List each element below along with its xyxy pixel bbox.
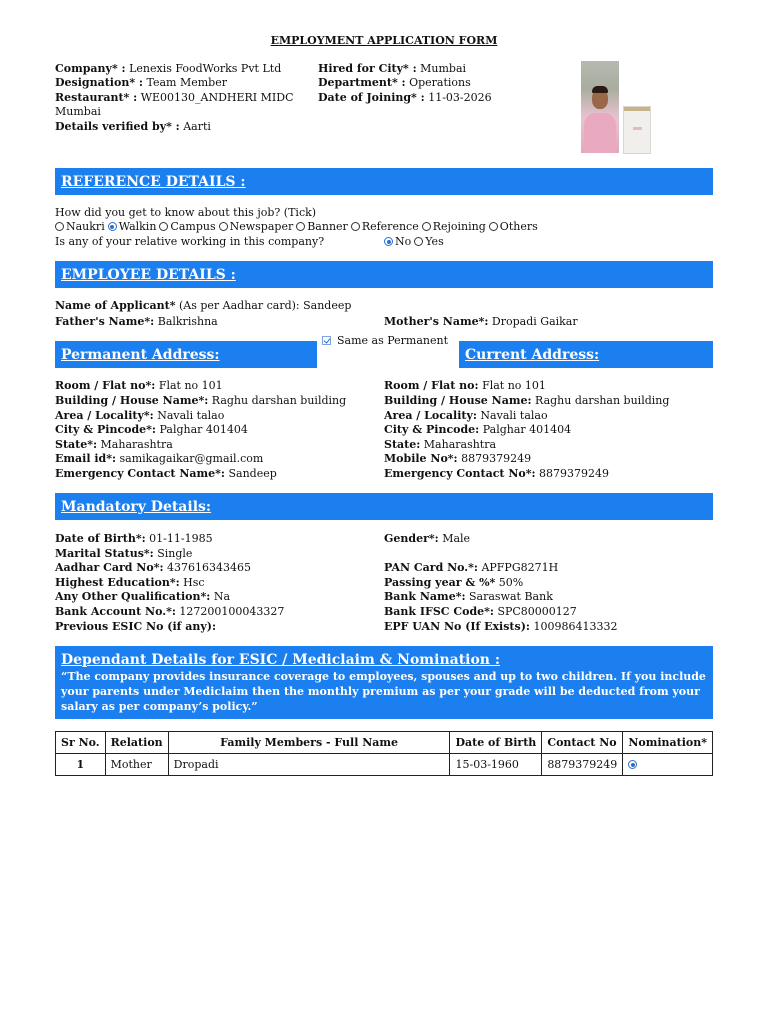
curr-area-label: Area / Locality: xyxy=(384,409,477,422)
education-row xyxy=(55,576,205,590)
doj-value: 11-03-2026 xyxy=(428,91,492,104)
designation-label: Designation* : xyxy=(55,76,143,89)
bank-name-value: Saraswat Bank xyxy=(469,590,553,603)
perm-email-value: samikagaikar@gmail.com xyxy=(119,452,264,465)
verified-row xyxy=(55,120,211,134)
mother-label: Mother's Name*: xyxy=(384,315,489,328)
city-value: Mumbai xyxy=(420,62,467,75)
curr-room-value: Flat no 101 xyxy=(482,379,546,392)
designation-value: Team Member xyxy=(146,76,227,89)
reference-option-label: Naukri xyxy=(66,220,105,233)
reference-options xyxy=(55,220,541,234)
applicant-photo xyxy=(581,61,619,153)
row-name: Dropadi xyxy=(168,754,450,776)
restaurant-label: Restaurant* : xyxy=(55,91,138,104)
perm-area-row xyxy=(55,409,224,423)
reference-radio[interactable] xyxy=(108,222,117,231)
esic-row xyxy=(55,620,216,634)
col-dob: Date of Birth xyxy=(450,732,542,754)
applicant-value: Sandeep xyxy=(303,299,352,312)
row-relation: Mother xyxy=(105,754,168,776)
mandatory-heading: Mandatory Details: xyxy=(55,493,713,520)
esic-label: Previous ESIC No (if any): xyxy=(55,620,216,633)
other-qual-value: Na xyxy=(213,590,231,603)
curr-emergency-no-row xyxy=(384,467,609,481)
curr-room-row xyxy=(384,379,546,393)
reference-option-rejoining[interactable] xyxy=(422,220,486,233)
relative-option-label: Yes xyxy=(425,235,444,248)
applicant-note: (As per Aadhar card): xyxy=(175,299,304,312)
gender-row xyxy=(384,532,470,546)
perm-email-row xyxy=(55,452,263,466)
bank-acc-label: Bank Account No.*: xyxy=(55,605,176,618)
reference-radio[interactable] xyxy=(55,222,64,231)
policy-line: salary as per company’s policy.” xyxy=(61,700,258,713)
table-row xyxy=(56,754,713,776)
perm-room-row xyxy=(55,379,223,393)
policy-line: your parents under Mediclaim then the monthly premium as per your grade will be deducted from your xyxy=(61,685,700,698)
bank-acc-value: 127200100043327 xyxy=(179,605,285,618)
reference-option-label: Banner xyxy=(307,220,348,233)
employee-heading: EMPLOYEE DETAILS : xyxy=(55,261,713,288)
perm-emergency-name-value: Sandeep xyxy=(228,467,277,480)
reference-option-label: Reference xyxy=(361,220,419,233)
row-sr: 1 xyxy=(56,754,106,776)
restaurant-value: WE00130_ANDHERI MIDC xyxy=(140,91,294,104)
mother-row xyxy=(384,315,578,329)
gender-value: Male xyxy=(442,532,471,545)
doj-row xyxy=(318,91,492,105)
pan-value: APFPG8271H xyxy=(481,561,559,574)
passing-value: 50% xyxy=(498,576,524,589)
dependant-table xyxy=(55,731,713,776)
dob-row xyxy=(55,532,213,546)
father-label: Father's Name*: xyxy=(55,315,155,328)
father-value: Balkrishna xyxy=(157,315,218,328)
gender-label: Gender*: xyxy=(384,532,439,545)
perm-email-label: Email id*: xyxy=(55,452,117,465)
perm-area-label: Area / Locality*: xyxy=(55,409,154,422)
col-nomination: Nomination* xyxy=(623,732,713,754)
relative-option-yes[interactable] xyxy=(414,235,443,248)
perm-room-value: Flat no 101 xyxy=(158,379,223,392)
col-sr: Sr No. xyxy=(56,732,106,754)
other-qual-row xyxy=(55,590,230,604)
bank-name-label: Bank Name*: xyxy=(384,590,466,603)
verified-label: Details verified by* : xyxy=(55,120,180,133)
pan-label: PAN Card No.*: xyxy=(384,561,478,574)
curr-area-value: Navali talao xyxy=(480,409,548,422)
company-label: Company* : xyxy=(55,62,126,75)
curr-room-label: Room / Flat no: xyxy=(384,379,479,392)
col-contact: Contact No xyxy=(542,732,623,754)
reference-radio[interactable] xyxy=(159,222,168,231)
father-row xyxy=(55,315,218,329)
curr-building-label: Building / House Name: xyxy=(384,394,532,407)
curr-state-row xyxy=(384,438,496,452)
perm-emergency-name-label: Emergency Contact Name*: xyxy=(55,467,225,480)
education-value: Hsc xyxy=(183,576,205,589)
relative-radio[interactable] xyxy=(414,237,423,246)
education-label: Highest Education*: xyxy=(55,576,180,589)
reference-option-walkin[interactable] xyxy=(108,220,157,233)
form-title: EMPLOYMENT APPLICATION FORM xyxy=(270,34,498,47)
city-label: Hired for City* : xyxy=(318,62,417,75)
mother-value: Dropadi Gaikar xyxy=(491,315,578,328)
aadhar-value: 437616343465 xyxy=(167,561,251,574)
curr-city-value: Palghar 401404 xyxy=(482,423,572,436)
curr-city-row xyxy=(384,423,571,437)
document-photo xyxy=(623,106,651,154)
dependant-section xyxy=(55,646,713,719)
same-as-permanent[interactable] xyxy=(322,334,448,348)
curr-mobile-row xyxy=(384,452,531,466)
nomination-radio[interactable] xyxy=(628,760,637,769)
row-contact: 8879379249 xyxy=(542,754,623,776)
curr-building-row xyxy=(384,394,669,408)
bank-name-row xyxy=(384,590,553,604)
ifsc-value: SPC80000127 xyxy=(497,605,577,618)
reference-option-label: Rejoining xyxy=(432,220,486,233)
restaurant-line2: Mumbai xyxy=(55,105,101,118)
reference-radio[interactable] xyxy=(422,222,431,231)
doj-label: Date of Joining* : xyxy=(318,91,425,104)
company-value: Lenexis FoodWorks Pvt Ltd xyxy=(129,62,282,75)
reference-option-reference[interactable] xyxy=(351,220,419,233)
reference-heading: REFERENCE DETAILS : xyxy=(55,168,713,195)
col-name: Family Members - Full Name xyxy=(168,732,450,754)
applicant-label: Name of Applicant* xyxy=(55,299,176,312)
dependant-policy xyxy=(61,669,707,714)
perm-state-row xyxy=(55,438,173,452)
curr-emergency-no-label: Emergency Contact No*: xyxy=(384,467,536,480)
aadhar-row xyxy=(55,561,251,575)
department-label: Department* : xyxy=(318,76,406,89)
policy-line: “The company provides insurance coverage to employees, spouses and up to two children. If you include xyxy=(61,670,706,683)
perm-building-label: Building / House Name*: xyxy=(55,394,209,407)
perm-area-value: Navali talao xyxy=(157,409,225,422)
city-row xyxy=(318,62,466,76)
passing-label: Passing year & %* xyxy=(384,576,496,589)
company-row xyxy=(55,62,281,76)
reference-option-naukri[interactable] xyxy=(55,220,105,233)
perm-emergency-name-row xyxy=(55,467,277,481)
designation-row xyxy=(55,76,227,90)
curr-city-label: City & Pincode: xyxy=(384,423,480,436)
reference-question: How did you get to know about this job? (Tick) xyxy=(55,206,317,219)
reference-option-label: Newspaper xyxy=(229,220,294,233)
reference-option-others[interactable] xyxy=(489,220,538,233)
relative-question: Is any of your relative working in this company? xyxy=(55,235,325,248)
curr-mobile-value: 8879379249 xyxy=(461,452,532,465)
row-nomination[interactable] xyxy=(623,754,713,776)
curr-state-label: State: xyxy=(384,438,421,451)
epf-value: 100986413332 xyxy=(533,620,618,633)
curr-building-value: Raghu darshan building xyxy=(535,394,670,407)
col-relation: Relation xyxy=(105,732,168,754)
relative-option-no[interactable] xyxy=(384,235,411,248)
perm-city-row xyxy=(55,423,248,437)
passing-row xyxy=(384,576,523,590)
ifsc-label: Bank IFSC Code*: xyxy=(384,605,494,618)
dob-value: 01-11-1985 xyxy=(149,532,213,545)
pan-row xyxy=(384,561,558,575)
marital-row xyxy=(55,547,192,561)
ifsc-row xyxy=(384,605,577,619)
epf-row xyxy=(384,620,617,634)
marital-label: Marital Status*: xyxy=(55,547,154,560)
reference-option-label: Campus xyxy=(170,220,216,233)
row-dob: 15-03-1960 xyxy=(450,754,542,776)
dob-label: Date of Birth*: xyxy=(55,532,146,545)
curr-emergency-no-value: 8879379249 xyxy=(539,467,610,480)
table-header-row xyxy=(56,732,713,754)
curr-state-value: Maharashtra xyxy=(423,438,497,451)
perm-state-value: Maharashtra xyxy=(100,438,173,451)
same-as-permanent-label: Same as Permanent xyxy=(337,334,448,347)
permanent-address-heading: Permanent Address: xyxy=(55,341,317,368)
restaurant-row xyxy=(55,91,294,105)
relative-radio[interactable] xyxy=(384,237,393,246)
perm-building-row xyxy=(55,394,346,408)
reference-radio[interactable] xyxy=(219,222,228,231)
relative-options xyxy=(384,235,447,249)
perm-room-label: Room / Flat no*: xyxy=(55,379,156,392)
relative-option-label: No xyxy=(395,235,412,248)
reference-option-label: Others xyxy=(499,220,538,233)
reference-option-label: Walkin xyxy=(118,220,157,233)
verified-value: Aarti xyxy=(183,120,211,133)
marital-value: Single xyxy=(157,547,193,560)
reference-radio[interactable] xyxy=(489,222,498,231)
perm-city-value: Palghar 401404 xyxy=(159,423,248,436)
other-qual-label: Any Other Qualification*: xyxy=(55,590,211,603)
perm-building-value: Raghu darshan building xyxy=(211,394,347,407)
aadhar-label: Aadhar Card No*: xyxy=(55,561,164,574)
bank-acc-row xyxy=(55,605,284,619)
reference-option-banner[interactable] xyxy=(296,220,348,233)
perm-city-label: City & Pincode*: xyxy=(55,423,156,436)
reference-option-newspaper[interactable] xyxy=(219,220,294,233)
department-row xyxy=(318,76,471,90)
current-address-heading: Current Address: xyxy=(459,341,713,368)
reference-radio[interactable] xyxy=(296,222,305,231)
epf-label: EPF UAN No (If Exists): xyxy=(384,620,530,633)
applicant-row xyxy=(55,299,351,313)
dependant-heading: Dependant Details for ESIC / Mediclaim & Nomination : xyxy=(61,652,501,668)
same-as-permanent-checkbox[interactable] xyxy=(322,336,331,345)
reference-radio[interactable] xyxy=(351,222,360,231)
perm-state-label: State*: xyxy=(55,438,98,451)
department-value: Operations xyxy=(409,76,471,89)
reference-option-campus[interactable] xyxy=(159,220,215,233)
curr-mobile-label: Mobile No*: xyxy=(384,452,458,465)
curr-area-row xyxy=(384,409,548,423)
